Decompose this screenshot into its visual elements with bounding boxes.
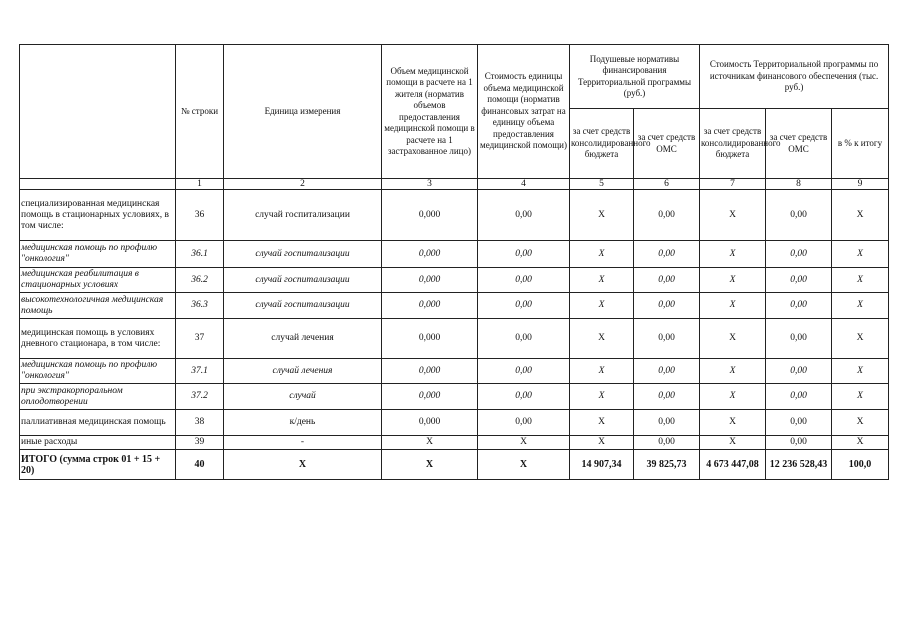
row-per-capita-consolidated: Х	[570, 190, 634, 241]
header-row-no: № строки	[176, 45, 224, 179]
row-unit: -	[224, 436, 382, 450]
header-oms-6: за счет средств ОМС	[634, 109, 700, 179]
row-name: медицинская помощь по профилю "онкология"	[20, 359, 176, 384]
col-num: 5	[570, 179, 634, 190]
row-per-capita-oms: 0,00	[634, 359, 700, 384]
row-unit: к/день	[224, 410, 382, 436]
row-per-capita-oms: 0,00	[634, 319, 700, 359]
row-cost: Х	[478, 436, 570, 450]
row-cost: 0,00	[478, 384, 570, 410]
row-program-consolidated: Х	[700, 410, 766, 436]
row-cost: 0,00	[478, 359, 570, 384]
row-volume: 0,000	[382, 190, 478, 241]
row-program-oms: 0,00	[766, 293, 832, 319]
header-row	[20, 45, 889, 109]
row-per-capita-oms: 0,00	[634, 190, 700, 241]
header-cost: Стоимость единицы объема медицинской помощи (норматив финансовых затрат на единицу объема предоставления медицинской помощи)	[478, 45, 570, 179]
row-per-capita-oms: 0,00	[634, 268, 700, 293]
col-num-blank	[20, 179, 176, 190]
header-per-capita: Подушевые нормативы финансирования Территориальной программы (руб.)	[570, 45, 700, 109]
row-per-capita-oms: 0,00	[634, 384, 700, 410]
row-number: 39	[176, 436, 224, 450]
row-name: иные расходы	[20, 436, 176, 450]
row-cost: Х	[478, 450, 570, 480]
row-volume: 0,000	[382, 359, 478, 384]
table-row	[20, 384, 889, 410]
row-name: высокотехнологичная медицинская помощь	[20, 293, 176, 319]
row-number: 36.2	[176, 268, 224, 293]
row-percent: Х	[832, 293, 889, 319]
row-cost: 0,00	[478, 410, 570, 436]
row-program-oms: 0,00	[766, 319, 832, 359]
total-row	[20, 450, 889, 480]
row-volume: 0,000	[382, 268, 478, 293]
header-consolidated-7: за счет средств консолидированного бюджета	[700, 109, 766, 179]
row-program-oms: 0,00	[766, 436, 832, 450]
row-name: медицинская реабилитация в стационарных условиях	[20, 268, 176, 293]
row-cost: 0,00	[478, 268, 570, 293]
row-unit: случай госпитализации	[224, 241, 382, 268]
row-unit: случай госпитализации	[224, 293, 382, 319]
row-number: 37	[176, 319, 224, 359]
row-program-oms: 12 236 528,43	[766, 450, 832, 480]
row-cost: 0,00	[478, 319, 570, 359]
row-program-consolidated: Х	[700, 241, 766, 268]
row-volume: 0,000	[382, 293, 478, 319]
row-program-consolidated: Х	[700, 359, 766, 384]
row-program-oms: 0,00	[766, 190, 832, 241]
row-program-oms: 0,00	[766, 359, 832, 384]
row-program-consolidated: Х	[700, 293, 766, 319]
row-per-capita-consolidated: 14 907,34	[570, 450, 634, 480]
table-row	[20, 268, 889, 293]
col-num: 9	[832, 179, 889, 190]
table-row	[20, 319, 889, 359]
row-program-consolidated: 4 673 447,08	[700, 450, 766, 480]
row-name: при экстракорпоральном оплодотворении	[20, 384, 176, 410]
table-row	[20, 436, 889, 450]
row-per-capita-consolidated: Х	[570, 359, 634, 384]
header-percent: в % к итогу	[832, 109, 889, 179]
row-program-consolidated: Х	[700, 436, 766, 450]
row-number: 38	[176, 410, 224, 436]
col-num: 3	[382, 179, 478, 190]
row-volume: Х	[382, 450, 478, 480]
row-per-capita-consolidated: Х	[570, 241, 634, 268]
row-unit: случай лечения	[224, 319, 382, 359]
row-percent: Х	[832, 359, 889, 384]
row-cost: 0,00	[478, 241, 570, 268]
col-num: 8	[766, 179, 832, 190]
row-volume: 0,000	[382, 241, 478, 268]
row-number: 40	[176, 450, 224, 480]
row-volume: Х	[382, 436, 478, 450]
row-volume: 0,000	[382, 319, 478, 359]
row-per-capita-consolidated: Х	[570, 268, 634, 293]
row-name: медицинская помощь в условиях дневного стационара, в том числе:	[20, 319, 176, 359]
row-unit: случай госпитализации	[224, 190, 382, 241]
row-percent: Х	[832, 436, 889, 450]
row-percent: Х	[832, 410, 889, 436]
header-program-cost: Стоимость Территориальной программы по источникам финансового обеспечения (тыс. руб.)	[700, 45, 889, 109]
row-per-capita-consolidated: Х	[570, 384, 634, 410]
row-program-consolidated: Х	[700, 384, 766, 410]
row-cost: 0,00	[478, 190, 570, 241]
row-per-capita-oms: 0,00	[634, 241, 700, 268]
row-number: 36	[176, 190, 224, 241]
row-per-capita-oms: 0,00	[634, 293, 700, 319]
col-num: 7	[700, 179, 766, 190]
header-consolidated-5: за счет средств консолидированного бюджета	[570, 109, 634, 179]
header-volume: Объем медицинской помощи в расчете на 1 жителя (норматив объемов предоставления медицинской помощи в расчете на 1 застрахованное лицо)	[382, 45, 478, 179]
col-num: 4	[478, 179, 570, 190]
row-program-oms: 0,00	[766, 410, 832, 436]
row-percent: 100,0	[832, 450, 889, 480]
row-volume: 0,000	[382, 410, 478, 436]
row-cost: 0,00	[478, 293, 570, 319]
row-program-consolidated: Х	[700, 319, 766, 359]
row-unit: случай	[224, 384, 382, 410]
col-num: 6	[634, 179, 700, 190]
table-row	[20, 190, 889, 241]
table-row	[20, 241, 889, 268]
row-name: специализированная медицинская помощь в стационарных условиях, в том числе:	[20, 190, 176, 241]
header-oms-8: за счет средств ОМС	[766, 109, 832, 179]
column-numbers-row	[20, 179, 889, 190]
header-blank-cell	[20, 45, 176, 179]
row-per-capita-oms: 0,00	[634, 436, 700, 450]
row-unit: случай госпитализации	[224, 268, 382, 293]
row-percent: Х	[832, 384, 889, 410]
row-per-capita-oms: 39 825,73	[634, 450, 700, 480]
col-num: 1	[176, 179, 224, 190]
row-name: паллиативная медицинская помощь	[20, 410, 176, 436]
row-program-consolidated: Х	[700, 190, 766, 241]
row-number: 37.2	[176, 384, 224, 410]
row-per-capita-oms: 0,00	[634, 410, 700, 436]
row-program-consolidated: Х	[700, 268, 766, 293]
row-per-capita-consolidated: Х	[570, 410, 634, 436]
row-number: 36.1	[176, 241, 224, 268]
row-program-oms: 0,00	[766, 241, 832, 268]
row-percent: Х	[832, 319, 889, 359]
row-percent: Х	[832, 268, 889, 293]
col-num: 2	[224, 179, 382, 190]
row-per-capita-consolidated: Х	[570, 293, 634, 319]
table-row	[20, 410, 889, 436]
row-number: 36.3	[176, 293, 224, 319]
row-unit: случай лечения	[224, 359, 382, 384]
row-percent: Х	[832, 190, 889, 241]
cost-table	[19, 44, 889, 480]
row-program-oms: 0,00	[766, 268, 832, 293]
row-per-capita-consolidated: Х	[570, 319, 634, 359]
header-unit: Единица измерения	[224, 45, 382, 179]
table-row	[20, 359, 889, 384]
row-percent: Х	[832, 241, 889, 268]
row-per-capita-consolidated: Х	[570, 436, 634, 450]
row-unit: Х	[224, 450, 382, 480]
row-volume: 0,000	[382, 384, 478, 410]
row-name: ИТОГО (сумма строк 01 + 15 + 20)	[20, 450, 176, 480]
table-row	[20, 293, 889, 319]
row-name: медицинская помощь по профилю "онкология"	[20, 241, 176, 268]
row-number: 37.1	[176, 359, 224, 384]
row-program-oms: 0,00	[766, 384, 832, 410]
